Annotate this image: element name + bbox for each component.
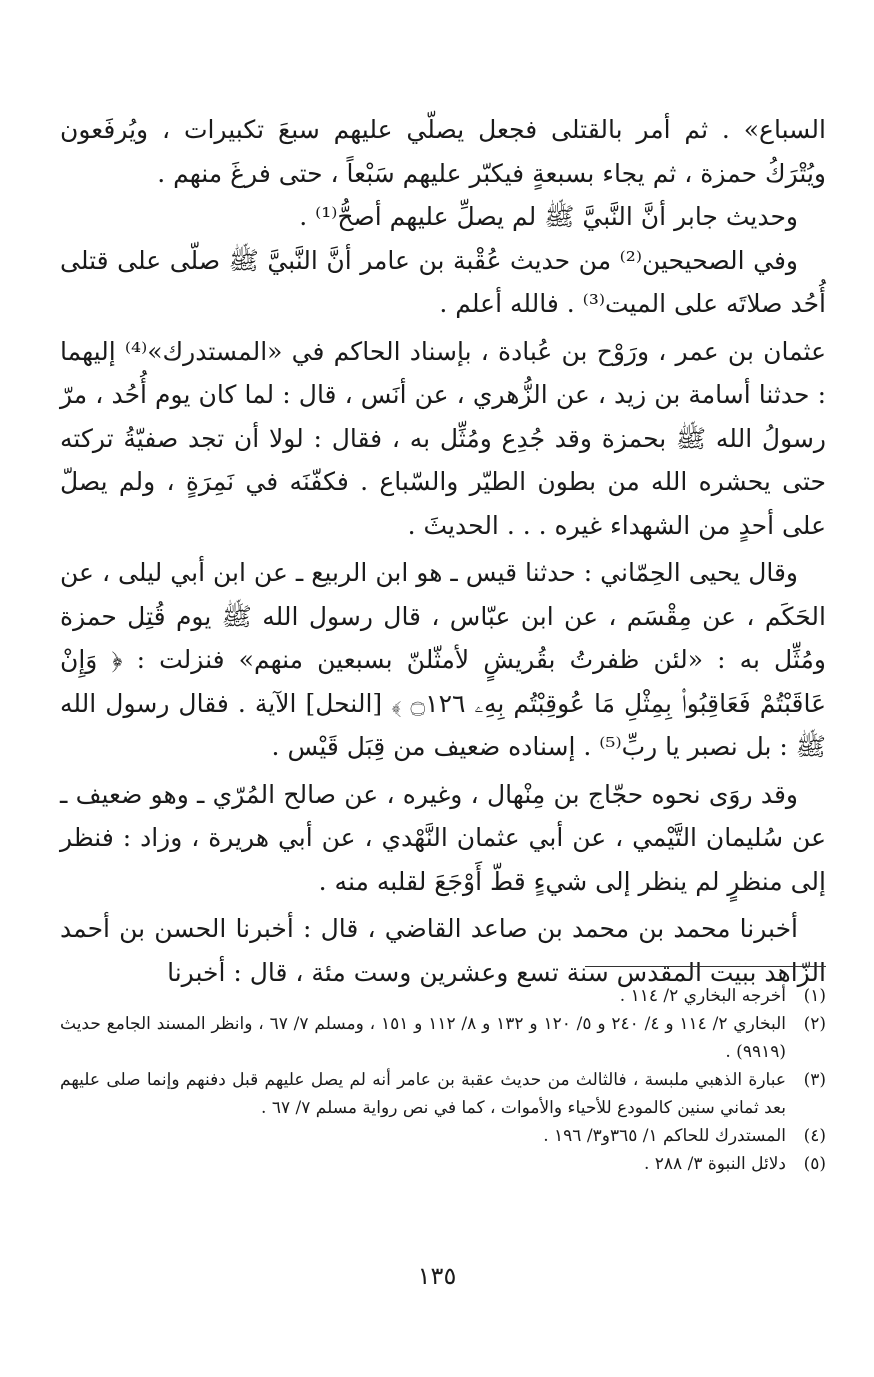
paragraph: وحديث جابر أنَّ النَّبيَّ ﷺ لم يصلِّ عليهم أصحُّ⁽¹⁾ .: [299, 202, 798, 231]
paragraph: السباع» . ثم أمر بالقتلى فجعل يصلّي عليهم سبعَ تكبيرات ، ويُرفَعون ويُتْرَكُ حمزة ، ثم يجاء بسبعةٍ فيكبّر عليهم سَبْعاً ، حتى فرغَ منهم .: [60, 115, 826, 188]
footnotes: [60, 982, 826, 1178]
main-text: [60, 108, 826, 994]
footnote-divider: [585, 966, 826, 967]
footnote-number: (١): [803, 986, 826, 1006]
paragraph: وقد روَى نحوه حجّاج بن مِنْهال ، وغيره ، عن صالح المُرّي ـ وهو ضعيف ـ عن سُليمان التَّيْمي ، عن أبي عثمان النَّهْدي ، عن أبي هريرة ، وزاد : فنظر إلى منظرٍ لم ينظر إلى شيءٍ قطّ أَوْجَعَ لقلبه منه .: [60, 779, 826, 896]
footnote: [60, 1122, 826, 1150]
footnote: [60, 1010, 826, 1066]
footnote-number: (٢): [803, 1014, 826, 1034]
paragraph: وقال يحيى الحِمّاني : حدثنا قيس ـ هو ابن الربيع ـ عن ابن أبي ليلى ، عن الحَكَم ، عن مِقْسَم ، عن ابن عبّاس ، قال رسول الله ﷺ يوم قُتِل حمزة ومُثِّل به : «لئن ظفرتُ بقُريشٍ لأمثّلنّ بسبعين منهم» فنزلت : ﴿ وَإِنْ عَاقَبْتُمْ فَعَاقِبُوا۟ بِمِثْلِ مَا عُوقِبْتُم بِهِۦ ۝١٢٦ ﴾ [النحل] الآية . فقال رسول الله ﷺ : بل نصبر يا ربِّ⁽⁵⁾ . إسناده ضعيف من قِبَل قَيْس .: [60, 558, 826, 761]
footnote: [60, 982, 826, 1010]
paragraph: وفي الصحيحين⁽²⁾ من حديث عُقْبة بن عامر أنَّ النَّبيَّ ﷺ صلّى على قتلى أُحُد صلاتَه على الميت⁽³⁾ . فالله أعلم .: [60, 245, 826, 318]
page-number: ١٣٥: [417, 1262, 457, 1290]
footnote-text: أخرجه البخاري ٢/ ١١٤ .: [619, 986, 786, 1006]
footnote-text: البخاري ٢/ ١١٤ و ٤/ ٢٤٠ و ٥/ ١٢٠ و ١٣٢ و ٨/ ١١٢ و ١٥١ ، ومسلم ٧/ ٦٧ ، وانظر المسند الجامع حديث (٩٩١٩) .: [60, 1014, 787, 1062]
footnote-number: (٤): [803, 1126, 826, 1146]
footnote-text: دلائل النبوة ٣/ ٢٨٨ .: [643, 1154, 786, 1174]
footnote-number: (٣): [803, 1070, 826, 1090]
footnote-text: المستدرك للحاكم ١/ ٣٦٥و٣/ ١٩٦ .: [543, 1126, 786, 1146]
paragraph: أخبرنا محمد بن محمد بن صاعد القاضي ، قال : أخبرنا الحسن بن أحمد الزّاهد ببيت المقدس سنة تسع وعشرين وست مئة ، قال : أخبرنا: [60, 914, 826, 987]
footnote: [60, 1066, 826, 1122]
footnote-text: عبارة الذهبي ملبسة ، فالثالث من حديث عقبة بن عامر أنه لم يصل عليهم قبل دفنهم وإنما صلى عليهم بعد ثماني سنين كالمودع للأحياء والأموات ، كما في نص رواية مسلم ٧/ ٦٧ .: [60, 1070, 786, 1118]
paragraph: عثمان بن عمر ، ورَوْح بن عُبادة ، بإسناد الحاكم في «المستدرك»⁽⁴⁾ إليهما : حدثنا أسامة بن زيد ، عن الزُّهري ، عن أنَس ، قال : لما كان يوم أُحُد ، مرّ رسولُ الله ﷺ بحمزة وقد جُدِع ومُثِّل به ، فقال : لولا أن تجد صفيّةُ تركته حتى يحشره الله من بطون الطيّر والسّباع . فكفّنَه في نَمِرَةٍ ، ولم يصلّ على أحدٍ من الشهداء غيره . . . الحديثَ .: [60, 336, 826, 540]
footnote-number: (٥): [803, 1154, 826, 1174]
footnote: [60, 1150, 826, 1178]
